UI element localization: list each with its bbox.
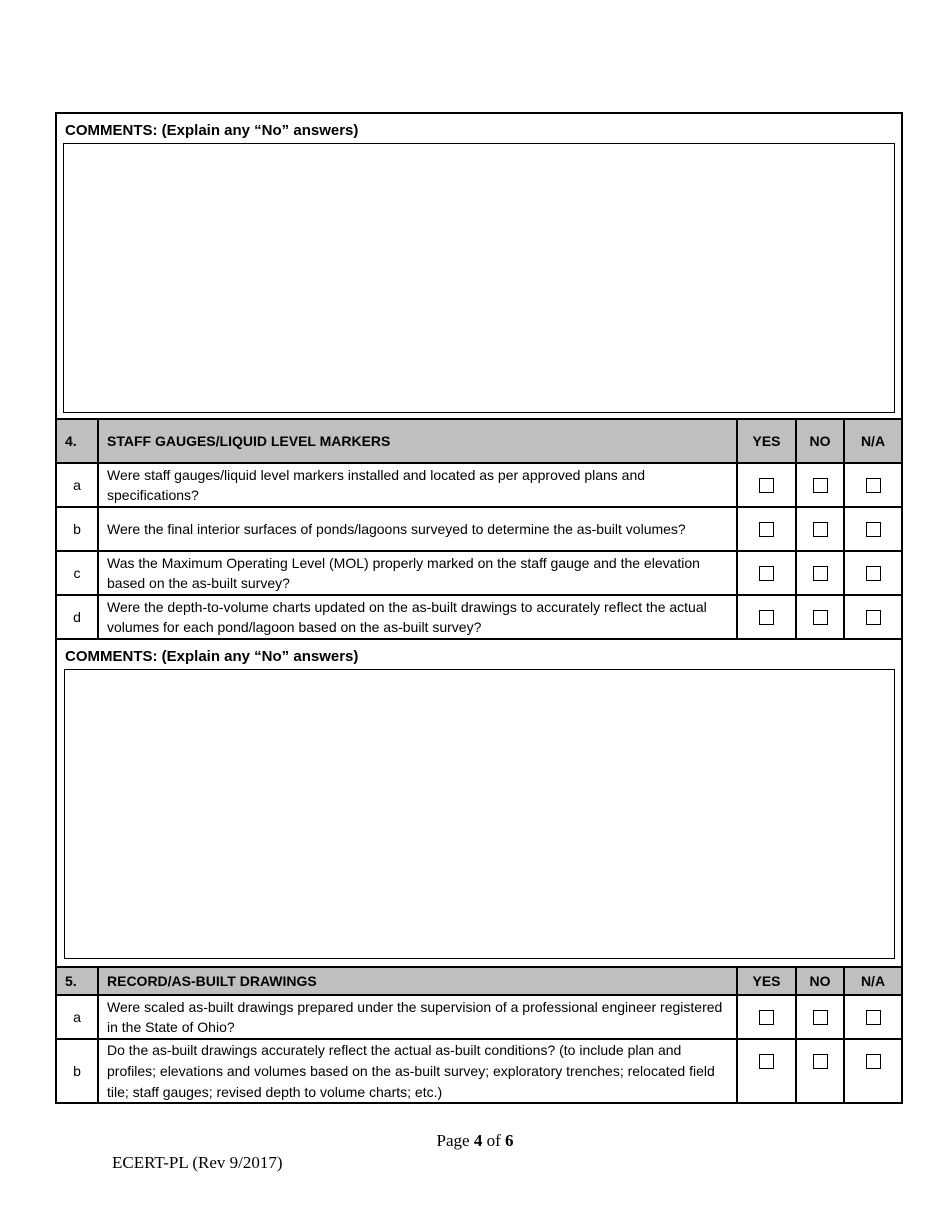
- yes-cell: [738, 552, 797, 594]
- yes-checkbox[interactable]: [759, 1010, 774, 1025]
- no-cell: [797, 552, 845, 594]
- question-row: [57, 1040, 901, 1104]
- question-text: Were the depth-to-volume charts updated on the as-built drawings to accurately reflect the actual volumes for each pond/lagoon based on the as-built survey?: [99, 596, 738, 638]
- no-checkbox[interactable]: [813, 566, 828, 581]
- na-checkbox[interactable]: [866, 1010, 881, 1025]
- no-cell: [797, 596, 845, 638]
- yes-checkbox[interactable]: [759, 478, 774, 493]
- yes-checkbox[interactable]: [759, 610, 774, 625]
- no-cell: [797, 996, 845, 1038]
- na-cell: [845, 996, 901, 1038]
- na-checkbox[interactable]: [866, 610, 881, 625]
- yes-checkbox[interactable]: [759, 1054, 774, 1069]
- section-5-header: [57, 968, 901, 996]
- no-cell: [797, 1040, 845, 1102]
- yes-checkbox[interactable]: [759, 522, 774, 537]
- no-cell: [797, 508, 845, 550]
- no-checkbox[interactable]: [813, 522, 828, 537]
- question-letter: c: [57, 552, 99, 594]
- page-number: [0, 1131, 950, 1151]
- na-cell: [845, 464, 901, 506]
- column-na: N/A: [860, 433, 886, 449]
- question-text: Were scaled as-built drawings prepared under the supervision of a professional engineer registered in the State of Ohio?: [99, 996, 738, 1038]
- question-text: Were the final interior surfaces of ponds/lagoons surveyed to determine the as-built volumes?: [99, 508, 738, 550]
- question-letter: b: [57, 1040, 99, 1102]
- section-4-header: [57, 420, 901, 464]
- no-checkbox[interactable]: [813, 1010, 828, 1025]
- na-checkbox[interactable]: [866, 522, 881, 537]
- question-row: [57, 464, 901, 508]
- na-cell: [845, 596, 901, 638]
- yes-cell: [738, 996, 797, 1038]
- na-checkbox[interactable]: [866, 1054, 881, 1069]
- question-text: Do the as-built drawings accurately reflect the actual as-built conditions? (to include plan and profiles; elevations and volumes based on the as-built survey; exploratory trenches; relocated field tile; staff gauges; revised depth to volume charts; etc.): [99, 1040, 738, 1102]
- question-row: [57, 508, 901, 552]
- yes-cell: [738, 596, 797, 638]
- question-row: [57, 596, 901, 640]
- comments-label: COMMENTS: (Explain any “No” answers): [65, 648, 359, 665]
- column-yes: YES: [738, 420, 797, 462]
- section-number: 4.: [57, 420, 99, 462]
- column-na: N/A: [860, 973, 886, 989]
- inspection-form: [55, 112, 903, 1104]
- section-title: STAFF GAUGES/LIQUID LEVEL MARKERS: [99, 420, 738, 462]
- question-letter: a: [57, 996, 99, 1038]
- page-current: 4: [473, 1131, 483, 1150]
- yes-cell: [738, 464, 797, 506]
- na-checkbox[interactable]: [866, 566, 881, 581]
- comments-textarea[interactable]: [63, 143, 895, 413]
- comments-label: COMMENTS: (Explain any “No” answers): [65, 122, 359, 139]
- na-checkbox[interactable]: [866, 478, 881, 493]
- yes-cell: [738, 508, 797, 550]
- page-total: 6: [504, 1131, 514, 1150]
- no-checkbox[interactable]: [813, 610, 828, 625]
- yes-cell: [738, 1040, 797, 1102]
- question-text: Were staff gauges/liquid level markers installed and located as per approved plans and specifications?: [99, 464, 738, 506]
- yes-checkbox[interactable]: [759, 566, 774, 581]
- na-cell: [845, 508, 901, 550]
- na-cell: [845, 1040, 901, 1102]
- comments-textarea[interactable]: [64, 669, 895, 959]
- question-letter: a: [57, 464, 99, 506]
- section-title: RECORD/AS-BUILT DRAWINGS: [99, 968, 738, 994]
- section-number: 5.: [57, 968, 99, 994]
- comments-section-4: [57, 640, 901, 968]
- question-letter: d: [57, 596, 99, 638]
- column-no: NO: [797, 420, 845, 462]
- question-row: [57, 552, 901, 596]
- no-checkbox[interactable]: [813, 1054, 828, 1069]
- no-checkbox[interactable]: [813, 478, 828, 493]
- comments-section-3: [57, 114, 901, 420]
- page-prefix: Page: [436, 1131, 470, 1150]
- question-text: Was the Maximum Operating Level (MOL) properly marked on the staff gauge and the elevation based on the as-built survey?: [99, 552, 738, 594]
- form-revision: ECERT-PL (Rev 9/2017): [112, 1153, 283, 1172]
- question-letter: b: [57, 508, 99, 550]
- question-row: [57, 996, 901, 1040]
- no-cell: [797, 464, 845, 506]
- column-yes: YES: [738, 968, 797, 994]
- column-no: NO: [797, 968, 845, 994]
- page-of: of: [486, 1131, 501, 1150]
- na-cell: [845, 552, 901, 594]
